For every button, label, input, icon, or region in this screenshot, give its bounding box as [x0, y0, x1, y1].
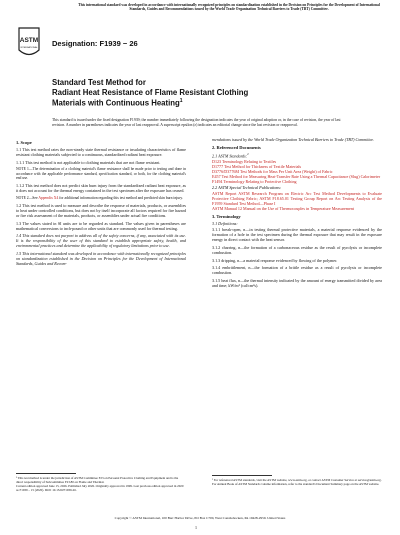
title-line-1: Standard Test Method for — [52, 78, 146, 87]
special-publication-link[interactable]: ASTM Manual 12 — [212, 206, 243, 212]
paragraph-1-5: 1.5 This international standard was developed in accordance with internationally recognized principles on standardization established in the Decision on Principles for the Development of International Standards, Guides and Recom- — [16, 250, 186, 266]
appendix-link[interactable]: Appendix X4 — [38, 195, 59, 200]
special-publication-item: ASTM Manual 12 Manual on the Use of Thermocouples in Temperature Measurement — [212, 206, 355, 212]
left-column — [16, 137, 186, 268]
footnote-2: ² For referenced ASTM standards, visit the ASTM website, www.astm.org, or contact ASTM Customer Service at service@astm.org. For Annual Book of ASTM Standards volume information, refer to the standard's Document Summary page on the ASTM website. — [212, 478, 382, 486]
right-column — [212, 137, 382, 290]
paragraph-1-2: 1.2 This test method is used to measure and describe the response of materials, products, or assemblies to heat under controlled conditions, but does not by itself incorporate all factors required for fire hazard or fire risk assessment of the materials, products, or assemblies under actual fire conditions. — [16, 202, 186, 218]
header-notice: This international standard was developed in accordance with internationally recognized principles on standardization established in the Decision on Principles for the Development of International Standards, Guides and Recommendations issued by the World Trade Organization Technical Barriers to Trade (TBT) Committee. — [78, 3, 380, 12]
special-publication-link[interactable]: ASTM Report — [212, 191, 237, 197]
note-2: NOTE 2—See Appendix X4 for additional information regarding this test method and predicted skin burn injury. — [16, 195, 183, 200]
reference-item: D1777 Test Method for Thickness of Textile Materials — [212, 164, 302, 170]
reference-link[interactable]: F1494 — [212, 179, 223, 185]
intro-paragraph: This standard is issued under the fixed designation F1939; the number immediately following the designation indicates the year of original adoption or, in the case of revision, the year of last revision. A number in parentheses indicates the year of last reapproval. A superscript epsilon (ε) indicates an editorial change since the last revision or reapproval. — [52, 118, 341, 127]
special-publication-item: ASTM Report ASTM Research Program on Electric Arc Test Method Developments to Evaluate Protective Clothing Fabric; ASTM F18.65.01 Testing Group Report on Arc Testing Analysis of the F1959 Standard Test Method—Phase I — [212, 191, 382, 207]
definition-embrittlement: 3.1.4 embrittlement, n—the formation of a brittle residue as a result of pyrolysis or incomplete combustion. — [212, 265, 382, 276]
paragraph-2-1: 2.1 ASTM Standards:$^2$ — [212, 152, 249, 159]
paragraph-3-1: 3.1 Definitions: — [212, 221, 238, 227]
section-heading-referenced-documents: 2. Referenced Documents — [212, 145, 261, 150]
svg-text:ASTM: ASTM — [19, 37, 39, 44]
definition-charring: 3.1.2 charring, n—the formation of a carbonaceous residue as the result of pyrolysis or incomplete combustion. — [212, 244, 382, 255]
paragraph-1-5-continued: mendations issued by the World Trade Organization Technical Barriers to Trade (TBT) Committee. — [212, 137, 375, 142]
reference-item: D3776/D3776M Test Methods for Mass Per Unit Area (Weight) of Fabric — [212, 169, 333, 175]
page-number: 1 — [195, 525, 197, 530]
reference-link[interactable]: E457 — [212, 174, 221, 180]
paragraph-1-3: 1.3 The values stated in SI units are to be regarded as standard. The values given in parentheses are mathematical conversions to inch-pound or other units that are commonly used for thermal testing. — [16, 220, 186, 231]
designation: Designation: F1939 − 26 — [52, 39, 138, 48]
reference-item: D123 Terminology Relating to Textiles — [212, 159, 277, 165]
title-line-3: Materials with Continuous Heating$^1$ — [52, 98, 183, 108]
copyright-notice: Copyright © ASTM International, 100 Barr Harbor Drive, PO Box C700, West Conshohocken, PA 19428-2959. United States — [114, 516, 286, 520]
paragraph-1-4: 1.4 This standard does not purport to address all of the safety concerns, if any, associated with its use. It is the responsibility of the user of this standard to establish appropriate safety, health, and environmental practices and determine the applicability of regulatory limitations prior to use. — [16, 233, 186, 249]
svg-text:INTERNATIONAL: INTERNATIONAL — [20, 47, 38, 49]
section-heading-terminology: 3. Terminology — [212, 214, 241, 220]
reference-link[interactable]: D3776/D3776M — [212, 169, 240, 175]
section-heading-scope: 1. Scope — [16, 140, 32, 145]
footnote-1: ¹ This test method is under the jurisdiction of ASTM Committee F23 on Personal Protective Clothing and Equipment and is the direct responsibility of Subcommittee F23.80 on Flame and Thermal. Current edition approved June 15, 2026. Published July 2026. Originally approved in 1999. Last previous edition approved in 2020 as F1939 – 15 (2020). DOI: 10.1520/F1939-26. — [16, 476, 184, 492]
note-1: NOTE 1—The determination of a clothing material's flame resistance shall be made prior to testing and done in accordance with the applicable performance standard, specification standard, or both, for the clothing material's end use. — [16, 167, 186, 181]
paragraph-2-2: 2.2 ASTM Special Technical Publications: — [212, 185, 282, 191]
paragraph-1-1-1: 1.1.1 This test method is not applicable to clothing materials that are not flame resistant. — [16, 159, 161, 165]
definition-dripping: 3.1.3 dripping, n—a material response evidenced by flowing of the polymer. — [212, 257, 338, 263]
reference-item: E457 Test Method for Measuring Heat-Transfer Rate Using a Thermal Capacitance (Slug) Calorimeter — [212, 174, 381, 180]
footnote-divider — [212, 475, 272, 476]
paragraph-1-1-2: 1.1.2 This test method does not predict skin burn injury from the standardized radiant heat exposure, as it does not account for the thermal energy contained in the test specimen after the exposure has ceased. — [16, 183, 186, 194]
reference-link[interactable]: D123 — [212, 159, 222, 165]
definition-heat-flux: 3.1.5 heat flux, n—the thermal intensity indicated by the amount of energy transmitted divided by area and time; kW/m² (cal/cm²s). — [212, 277, 382, 288]
reference-link[interactable]: D1777 — [212, 164, 224, 170]
title-line-2: Radiant Heat Resistance of Flame Resistant Clothing — [52, 87, 249, 97]
footnote-divider — [16, 473, 76, 474]
astm-logo — [16, 26, 42, 60]
document-title — [52, 78, 352, 108]
definition-break-open: 3.1.1 break-open, n—in testing thermal protective materials, a material response evidenced by the formation of a hole in the test specimen during the thermal exposure that may result in the exposure energy in direct contact with the heat sensor. — [212, 227, 382, 243]
reference-item: F1494 Terminology Relating to Protective Clothing — [212, 179, 297, 185]
paragraph-1-1: 1.1 This test method rates the non-steady state thermal resistance or insulating characteristics of flame resistant clothing materials subjected to a continuous, standardized radiant heat exposure. — [16, 147, 186, 157]
